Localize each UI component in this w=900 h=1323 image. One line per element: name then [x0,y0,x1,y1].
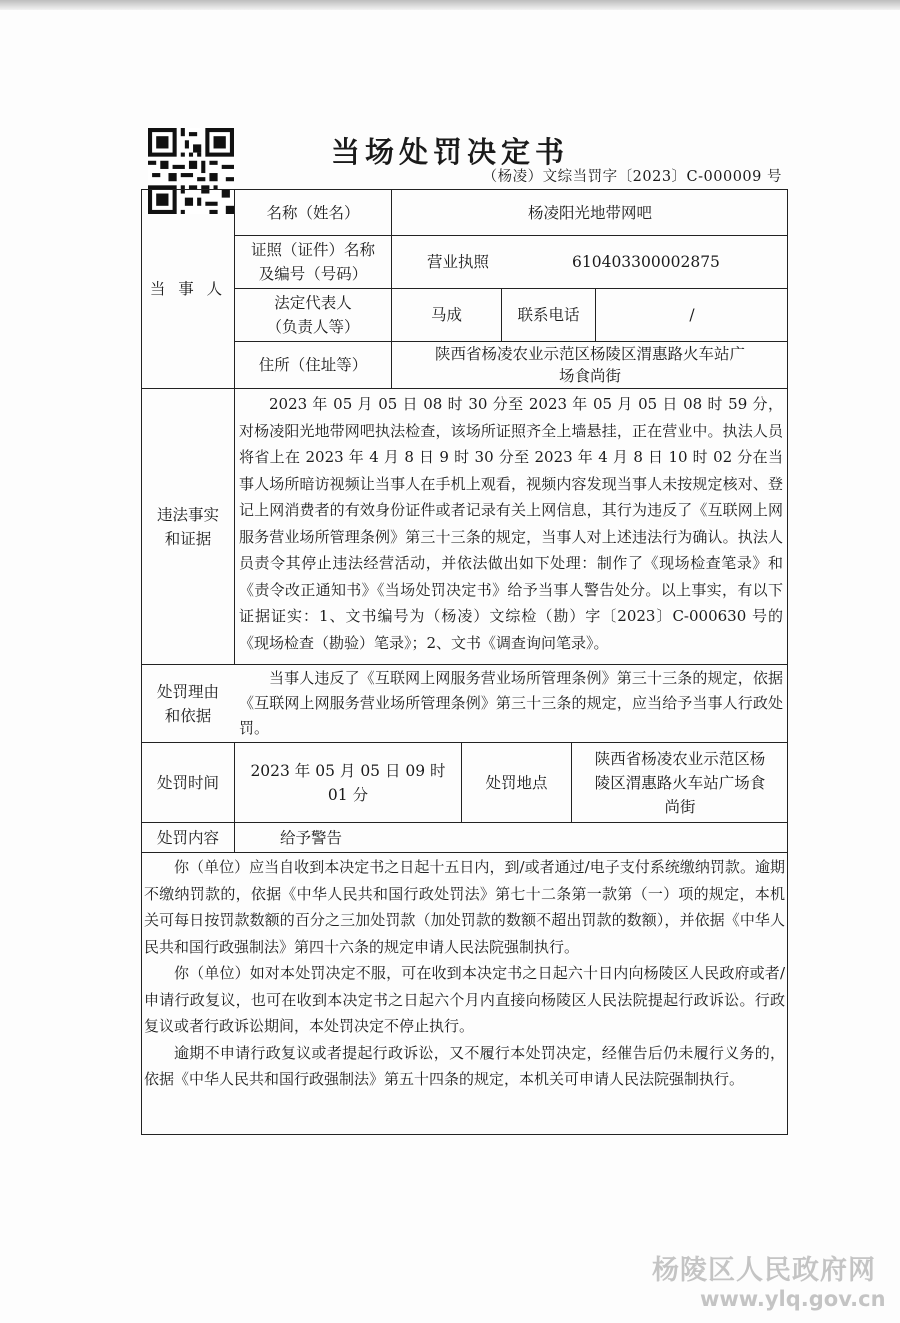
penalty-place-line-1: 陕西省杨凌农业示范区杨 [594,749,766,768]
party-name: 杨凌阳光地带网吧 [527,203,652,222]
penalty-place-label: 处罚地点 [485,773,548,792]
penalty-time-line-1: 2023 年 05 月 05 日 09 时 [250,761,446,780]
phone-value: / [689,306,695,324]
document-title: 当场处罚决定书 [330,135,569,169]
reason-text: 当事人违反了《互联网上网服务营业场所管理条例》第三十三条的规定，依据《互联网上网服务营业场所管理条例》第三十三条的规定，应当给予当事人行政处罚。 [239,669,783,737]
representative-label-line-2: （负责人等） [266,318,360,336]
facts-label-line-1: 违法事实 [156,505,219,524]
address-line-2: 场食尚街 [558,367,621,385]
payment-notice: 你（单位）应当自收到本决定书之日起十五日内，到/或者通过/电子支付系统缴纳罚款。逾期不缴纳罚款的，依据《中华人民共和国行政处罚法》第七十二条第一款第（一）项的规定，本机关可每日按罚款数额的百分之三加处罚款（加处罚款的数额不超出罚款的数额），并依据《中华人民共和国行政强制法》第四十六条的规定申请人民法院强制执行。 [144,858,785,956]
penalty-place-value [572,743,788,822]
representative-label-line-1: 法定代表人 [274,294,352,312]
penalty-time-value [235,743,461,822]
reason-label [142,665,234,742]
enforcement-notice: 逾期不申请行政复议或者提起行政诉讼，又不履行本处罚决定，经催告后仍未履行义务的，依据《中华人民共和国行政强制法》第五十四条的规定，本机关可申请人民法院强制执行。 [144,1043,785,1088]
watermark-url: www.ylq.gov.cn [700,1287,886,1311]
address-label: 住所（住址等） [258,356,368,374]
penalty-content-label: 处罚内容 [156,828,219,847]
facts-label [142,389,234,664]
reason-label-line-2: 和依据 [164,706,212,725]
penalty-place-line-2: 陵区渭惠路火车站广场食 [594,773,766,792]
license-type: 营业执照 [427,253,490,271]
appeal-notice: 你（单位）如对本处罚决定不服，可在收到本决定书之日起六十日内向杨陵区人民政府或者/申请行政复议，也可在收到本决定书之日起六个月内直接向杨陵区人民法院提起行政诉讼。行政复议或者行政诉讼期间，本处罚决定不停止执行。 [144,964,785,1035]
license-label [235,236,391,288]
representative-label [235,289,391,341]
license-label-line-2: 及编号（号码） [258,265,368,283]
penalty-form-table [141,189,788,1135]
reason-label-line-1: 处罚理由 [156,682,219,701]
license-number: 610403300002875 [572,253,720,271]
representative-name: 马成 [430,306,462,324]
penalty-time-label: 处罚时间 [156,773,219,792]
party-section-label: 当 事 人 [149,280,227,298]
document-number: （杨凌）文综当罚字〔2023〕C-000009 号 [482,169,782,185]
address-line-1: 陕西省杨凌农业示范区杨陵区渭惠路火车站广 [434,345,745,363]
scan-edge [0,0,900,10]
penalty-content-value: 给予警告 [280,828,343,847]
address-value [392,342,788,388]
watermark-site-name: 杨陵区人民政府网 [652,1255,876,1286]
facts-label-line-2: 和证据 [164,529,212,548]
facts-text: 2023 年 05 月 05 日 08 时 30 分至 2023 年 05 月 05 日 08 时 59 分，对杨凌阳光地带网吧执法检查，该场所证照齐全上墙悬挂，正在营业中。执法人员将省上在 2023 年 4 月 8 日 9 时 30 分至 2023 年 4 月 8 日 10 时 02 分在当事人场所暗访视频让当事人在手机上观看，视频内容发现当事人未按规定核对、登记上网消费者的有效身份证件或者记录有关上网信息，其行为违反了《互联网上网服务营业场所管理条例》第三十三条的规定，当事人对上述违法行为确认。执法人员责令其停止违法经营活动，并依法做出如下处理：制作了《现场检查笔录》和《责令改正通知书》《当场处罚决定书》给予当事人警告处分。以上事实，有以下证据证实：1、文书编号为（杨凌）文综检（勘）字〔2023〕C-000630 号的《现场检查（勘验）笔录》；2、文书《调查询问笔录》。 [239,395,783,652]
penalty-time-line-2: 01 分 [327,785,369,804]
phone-label: 联系电话 [517,306,580,324]
notice-block [144,854,785,1093]
name-label: 名称（姓名） [266,203,360,222]
license-label-line-1: 证照（证件）名称 [250,241,375,259]
penalty-place-line-3: 尚街 [664,797,696,816]
